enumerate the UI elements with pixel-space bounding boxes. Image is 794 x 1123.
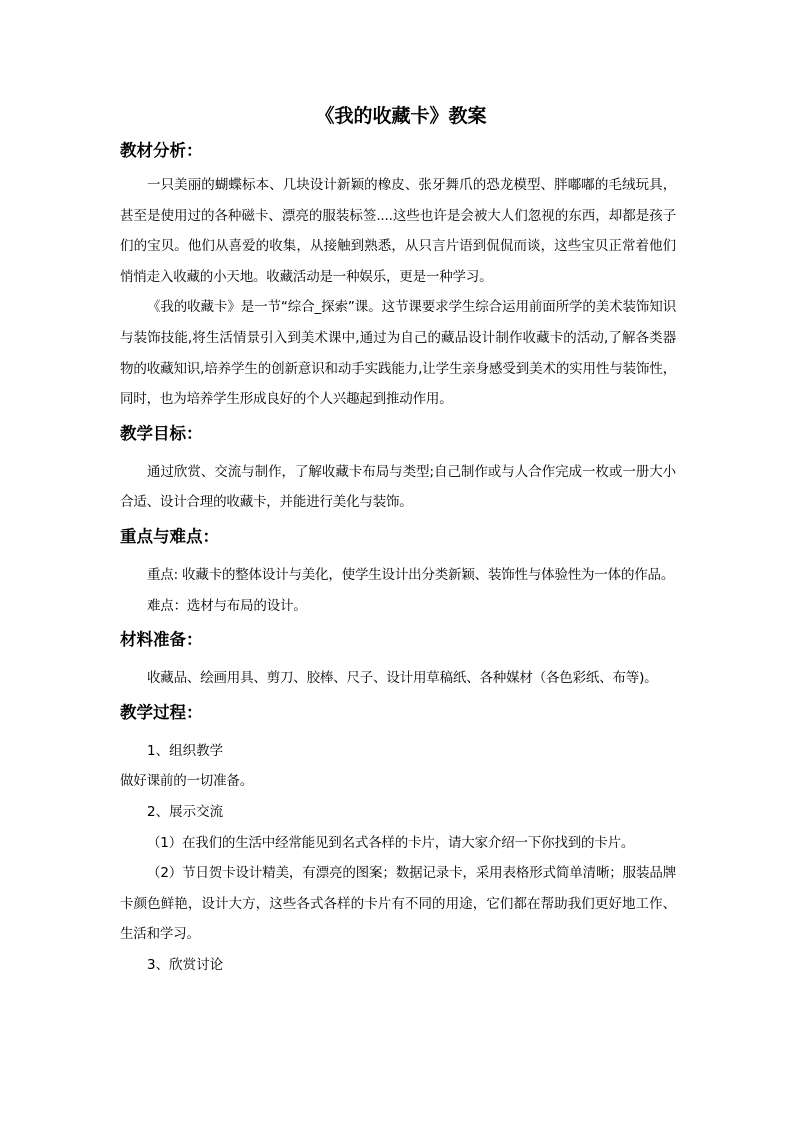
heading-goals: 教学目标：: [120, 423, 203, 443]
keypoint-difficulty: 难点：选材与布局的设计。: [147, 597, 307, 614]
process-step-2: 2、展示交流: [147, 803, 224, 820]
goals-paragraph: 通过欣赏、交流与制作，了解收藏卡布局与类型;自己制作或与人合作完成一枚或一册大小合适、设计合理的收藏卡，并能进行美化与装饰。: [120, 463, 676, 511]
document-title: 《我的收藏卡》教案: [315, 105, 487, 127]
process-step-1: 1、组织教学: [147, 742, 224, 759]
heading-keypoints: 重点与难点：: [120, 526, 219, 546]
process-step-3: 3、欣赏讨论: [147, 956, 224, 973]
analysis-paragraph-2: 《我的收藏卡》是一节“综合_探索”课。这节课要求学生综合运用前面所学的美术装饰知识与装饰技能,将生活情景引入到美术课中,通过为自己的藏品设计制作收藏卡的活动,了解各类器物的收藏知识,培养学生的创新意识和动手实践能力,让学生亲身感受到美术的实用性与装饰性，同时，也为培养学生形成良好的个人兴趣起到推动作用。: [120, 299, 676, 408]
heading-materials: 材料准备：: [120, 630, 203, 650]
keypoint-focus: 重点: 收藏卡的整体设计与美化，使学生设计出分类新颖、装饰性与体验性为一体的作品。: [147, 566, 675, 583]
analysis-paragraph-1: 一只美丽的蝴蝶标本、几块设计新颖的橡皮、张牙舞爪的恐龙模型、胖嘟嘟的毛绒玩具，甚至是使用过的各种磁卡、漂亮的服装标签....这些也许是会被大人们忽视的东西，却都是孩子们的宝贝。他们从喜爱的收集，从接触到熟悉，从只言片语到侃侃而谈，这些宝贝正常着他们悄悄走入收藏的小天地。收藏活动是一种娱乐，更是一种学习。: [120, 177, 676, 285]
document-page: [120, 96, 676, 980]
heading-analysis: 教材分析：: [120, 141, 203, 160]
process-step-2-point-1: （1）在我们的生活中经常能见到名式各样的卡片，请大家介绍一下你找到的卡片。: [147, 834, 635, 851]
heading-process: 教学过程：: [120, 702, 203, 722]
process-step-1-text: 做好课前的一切准备。: [120, 773, 253, 790]
process-step-2-point-2: （2）节日贺卡设计精美，有漂亮的图案；数据记录卡，采用表格形式简单清晰；服装品牌卡颜色鲜艳，设计大方，这些各式各样的卡片有不同的用途，它们都在帮助我们更好地工作、生活和学习。: [120, 865, 676, 943]
materials-paragraph: 收藏品、绘画用具、剪刀、胶棒、尺子、设计用草稿纸、各种媒材（各色彩纸、布等)。: [147, 670, 658, 687]
